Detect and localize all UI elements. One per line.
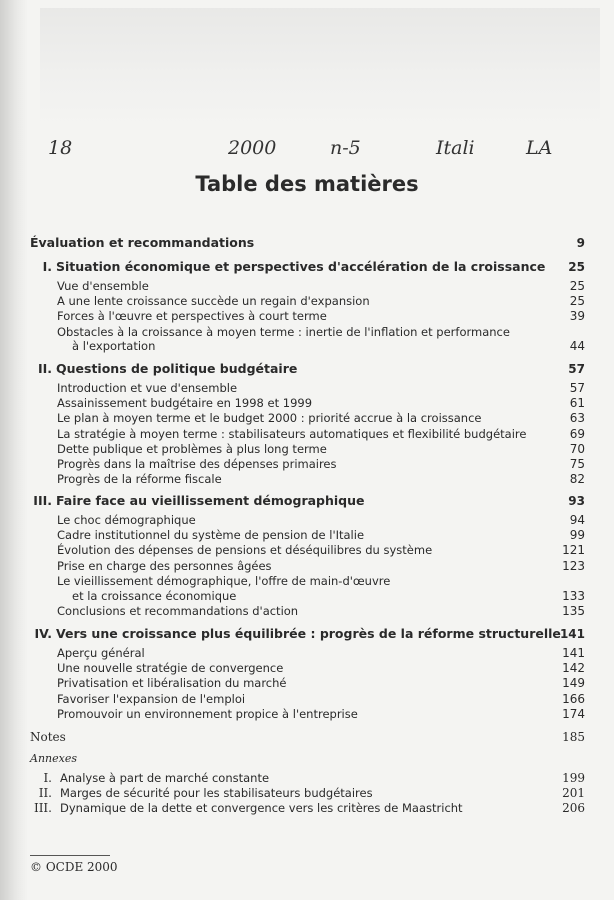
entry-page: 174 <box>562 706 585 721</box>
entry-page: 61 <box>569 396 585 411</box>
entry-page: 133 <box>562 588 585 603</box>
entry-page: 63 <box>569 411 585 426</box>
entry-title: Une nouvelle stratégie de convergence <box>57 661 284 676</box>
entry-title: Évolution des dépenses de pensions et déséquilibres du système <box>57 543 433 558</box>
handwritten-note-5: LA <box>526 137 553 159</box>
chapter-page: 57 <box>568 362 585 376</box>
annex-title: Marges de sécurité pour les stabilisateurs budgétaires <box>60 786 373 800</box>
handwritten-note-2: 2000 <box>228 137 277 159</box>
chapter-number: II. <box>37 361 52 376</box>
entry-title: Forces à l'œuvre et perspectives à court terme <box>57 309 327 324</box>
evaluation-label: Évaluation et recommandations <box>30 235 255 250</box>
chapter-title: Situation économique et perspectives d'accélération de la croissance <box>56 259 546 274</box>
annex-page: 206 <box>562 801 585 815</box>
annex-page: 199 <box>562 771 585 785</box>
page-edge-shadow <box>0 0 28 900</box>
notes-page: 185 <box>562 730 585 744</box>
copyright-footer: © OCDE 2000 <box>30 860 118 874</box>
entry-page: 141 <box>562 646 585 660</box>
annex-number: III. <box>33 801 52 815</box>
annexes-heading: Annexes <box>30 752 77 765</box>
chapter-title: Vers une croissance plus équilibrée : progrès de la réforme structurelle <box>56 626 561 641</box>
chapter-page: 25 <box>568 260 585 274</box>
entry-page: 25 <box>569 279 585 293</box>
annex-page: 201 <box>562 786 585 800</box>
entry-title: Prise en charge des personnes âgées <box>57 558 272 573</box>
entry-page: 149 <box>562 676 585 691</box>
entry-title-continued: et la croissance économique <box>72 588 237 603</box>
entry-page: 75 <box>569 457 585 471</box>
entry-page: 94 <box>569 513 585 527</box>
chapter-title: Faire face au vieillissement démographique <box>56 493 365 508</box>
entry-title: Vue d'ensemble <box>57 279 149 293</box>
entry-title: Progrès de la réforme fiscale <box>57 472 222 487</box>
annex-title: Analyse à part de marché constante <box>60 771 270 785</box>
show-through-bleed <box>40 8 600 128</box>
entry-title: Le plan à moyen terme et le budget 2000 : priorité accrue à la croissance <box>57 411 482 426</box>
chapter-page: 93 <box>568 494 585 508</box>
entry-title: Favoriser l'expansion de l'emploi <box>57 691 246 706</box>
entry-title: Le vieillissement démographique, l'offre de main-d'œuvre <box>57 573 391 588</box>
handwritten-note-3: n-5 <box>330 137 361 159</box>
annex-title: Dynamique de la dette et convergence vers les critères de Maastricht <box>60 801 463 815</box>
chapter-number: IV. <box>34 626 52 641</box>
entry-title: Introduction et vue d'ensemble <box>57 381 238 395</box>
chapter-title: Questions de politique budgétaire <box>56 361 298 376</box>
entry-title: Progrès dans la maîtrise des dépenses primaires <box>57 457 337 471</box>
entry-title: Dette publique et problèmes à plus long terme <box>57 441 327 456</box>
annex-number: I. <box>43 771 52 785</box>
entry-page: 69 <box>569 426 585 441</box>
entry-page: 25 <box>569 294 585 309</box>
chapter-number: I. <box>42 259 52 274</box>
entry-title: Conclusions et recommandations d'action <box>57 603 299 618</box>
entry-page: 135 <box>562 603 585 618</box>
entry-page: 166 <box>562 691 585 706</box>
page-title: Table des matières <box>195 172 419 196</box>
entry-page: 57 <box>569 381 585 395</box>
entry-title-continued: à l'exportation <box>72 339 156 354</box>
entry-title: Promouvoir un environnement propice à l'entreprise <box>57 706 358 721</box>
entry-title: Aperçu général <box>57 646 145 660</box>
annex-number: II. <box>38 786 52 800</box>
evaluation-page: 9 <box>576 236 585 250</box>
entry-page: 82 <box>569 472 585 487</box>
chapter-page: 141 <box>559 627 585 641</box>
entry-page: 99 <box>569 528 585 543</box>
entry-title: La stratégie à moyen terme : stabilisateurs automatiques et flexibilité budgétaire <box>57 426 527 441</box>
notes-label: Notes <box>30 730 66 744</box>
entry-page: 121 <box>562 543 585 558</box>
chapter-number: III. <box>33 493 52 508</box>
entry-page: 142 <box>562 661 585 676</box>
entry-title: Privatisation et libéralisation du marché <box>57 676 287 691</box>
entry-title: A une lente croissance succède un regain d'expansion <box>57 294 370 309</box>
entry-page: 39 <box>569 309 585 324</box>
entry-page: 123 <box>562 558 585 573</box>
entry-title: Assainissement budgétaire en 1998 et 1999 <box>57 396 313 411</box>
entry-title: Le choc démographique <box>57 513 196 527</box>
entry-page: 44 <box>569 339 585 354</box>
handwritten-note-1: 18 <box>48 137 73 159</box>
entry-page: 70 <box>569 441 585 456</box>
footer-rule <box>30 855 110 856</box>
entry-title: Obstacles à la croissance à moyen terme : inertie de l'inflation et performance <box>57 324 510 339</box>
handwritten-note-4: Itali <box>436 137 475 159</box>
entry-title: Cadre institutionnel du système de pension de l'Italie <box>57 528 365 543</box>
